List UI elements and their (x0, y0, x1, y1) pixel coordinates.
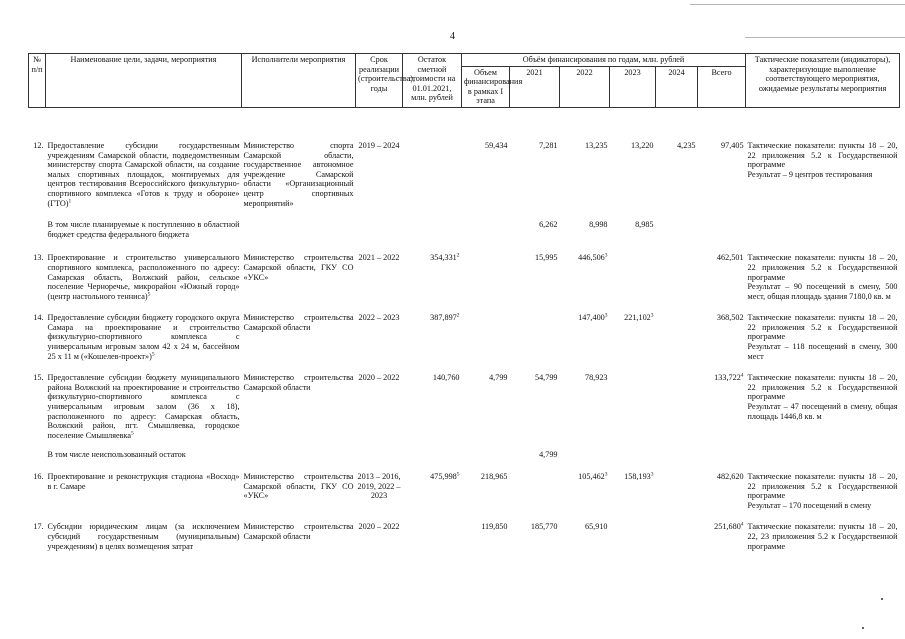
row-total-footnote: 4 (740, 372, 744, 379)
page-number: 4 (450, 31, 455, 42)
row-total (698, 219, 746, 240)
row-stage1-text: 119,850 (481, 522, 508, 532)
table-row (29, 219, 900, 240)
row-indicators (746, 372, 900, 441)
row-2023-text: 221,102 (624, 313, 651, 323)
row-stage1-text: 59,434 (484, 140, 508, 150)
row-term-text: 2020 – 2022 (358, 522, 400, 532)
row-name-footnote: 5 (151, 350, 155, 357)
header-stage1: Объем финансирования в рамках I этапа (462, 66, 510, 107)
row-2022-text: 446,506 (578, 253, 605, 263)
row-2022 (560, 140, 610, 209)
row-name (46, 140, 242, 209)
row-total (698, 372, 746, 441)
row-stage1 (462, 312, 510, 362)
row-name-text: Субсидии юридическим лицам (за исключением субсидий государственным (муниципальным) учреждениям) в целях возмещения затрат (47, 522, 240, 551)
table-row (29, 312, 900, 362)
top-rule (690, 4, 905, 5)
row-name (46, 252, 242, 302)
row-indicators (746, 521, 900, 552)
row-executors (242, 449, 356, 461)
row-2021-text: 185,770 (530, 522, 558, 532)
header-2024: 2024 (656, 66, 698, 107)
row-total-text: 251,680 (714, 522, 741, 532)
header-total: Всего (698, 66, 746, 107)
row-indicators (746, 219, 900, 240)
row-indicators (746, 449, 900, 461)
row-2022 (560, 449, 610, 461)
row-executors-text: Министерство строительства Самарской области (243, 313, 354, 332)
row-number (29, 312, 46, 362)
row-executors-text: Министерство строительства Самарской области (243, 522, 354, 541)
row-spacer (29, 441, 900, 449)
row-total-text: 133,722 (714, 373, 741, 383)
row-2024 (656, 252, 698, 302)
row-remainder-text: 387,897 (430, 313, 457, 323)
row-term (356, 312, 403, 362)
row-indicators-line: Результат – 90 посещений в смену, 500 мест, общая площадь здания 7180,0 кв. м (747, 282, 898, 301)
row-term (356, 219, 403, 240)
row-indicators (746, 252, 900, 302)
header-2021: 2021 (510, 66, 560, 107)
row-spacer (29, 461, 900, 471)
row-stage1 (462, 471, 510, 511)
row-stage1 (462, 449, 510, 461)
row-2022 (560, 372, 610, 441)
row-term-text: 2020 – 2022 (358, 373, 400, 383)
row-2022 (560, 521, 610, 552)
row-term (356, 372, 403, 441)
row-total-text: 97,405 (721, 140, 744, 150)
row-number-text: 12. (33, 140, 44, 150)
row-2021-text: 6,262 (539, 220, 558, 230)
row-remainder (403, 312, 462, 362)
table-row (29, 449, 900, 461)
row-2022-text: 78,923 (584, 373, 608, 383)
header-2023: 2023 (610, 66, 656, 107)
row-stage1 (462, 372, 510, 441)
row-name-text: В том числе неиспользованный остаток (47, 450, 186, 460)
row-indicators-line: Результат – 118 посещений в смену, 300 мест (747, 342, 898, 361)
row-2021 (510, 252, 560, 302)
row-number (29, 140, 46, 209)
row-2023-text: 8,985 (635, 220, 654, 230)
row-remainder-footnote: 5 (456, 471, 460, 478)
mark-dot (881, 598, 883, 600)
row-2022-text: 105,462 (578, 472, 605, 481)
table-row (29, 372, 900, 441)
row-2023-footnote: 3 (650, 312, 654, 319)
row-total-footnote: 4 (740, 521, 744, 528)
row-executors-text: Министерство строительства Самарской области, ГКУ СО «УКС» (243, 253, 354, 282)
row-indicators-line: Тактические показатели: пункты 18 – 20, 22 приложения 5.2 к Государственной программе (747, 253, 898, 282)
row-2023 (610, 449, 656, 461)
row-number-text: 14. (33, 313, 44, 323)
row-spacer (29, 240, 900, 252)
row-2021-text: 7,281 (539, 140, 558, 150)
row-name-footnote: 5 (131, 430, 134, 437)
row-2022 (560, 252, 610, 302)
row-2021 (510, 312, 560, 362)
row-term (356, 252, 403, 302)
table-body (29, 107, 900, 552)
row-executors (242, 521, 356, 552)
row-2021 (510, 471, 560, 511)
row-total (698, 252, 746, 302)
row-2021 (510, 372, 560, 441)
row-number (29, 521, 46, 552)
row-remainder (403, 521, 462, 552)
row-spacer (29, 511, 900, 521)
row-stage1 (462, 521, 510, 552)
row-remainder (403, 219, 462, 240)
row-remainder (403, 449, 462, 461)
row-indicators-line: Тактические показатели: пункты 18 – 20, 22 приложения 5.2 к Государственной программе (747, 313, 898, 342)
row-number-text: 13. (33, 253, 44, 263)
table-row (29, 140, 900, 209)
row-total (698, 521, 746, 552)
row-total (698, 449, 746, 461)
row-stage1-text: 218,965 (480, 472, 508, 481)
row-executors-text: Министерство строительства Самарской области (243, 373, 354, 392)
row-2023 (610, 312, 656, 362)
row-indicators (746, 140, 900, 209)
row-remainder (403, 471, 462, 511)
row-spacer (29, 362, 900, 372)
row-remainder (403, 252, 462, 302)
row-executors-text: Министерство спорта Самарской области, государственное автономное учреждение Самарской области «Организационный центр спортивных мероприятий» (243, 140, 354, 208)
row-name-text: Предоставление субсидии бюджету городского округа Самара на проектирование и строительство физкультурно-спортивного комплекса с универсальным игровым залом 42 х 24 м, бассейном 25 х 11 м («Кошелев-проект») (47, 313, 240, 361)
row-2024 (656, 471, 698, 511)
row-term-text: 2019 – 2024 (358, 140, 400, 150)
row-number (29, 219, 46, 240)
row-2024 (656, 449, 698, 461)
row-executors (242, 219, 356, 240)
row-2022-text: 147,400 (578, 313, 605, 323)
row-2023 (610, 140, 656, 209)
row-name (46, 372, 242, 441)
row-name (46, 521, 242, 552)
row-spacer (29, 107, 900, 140)
header-name: Наименование цели, задачи, мероприятия (46, 54, 242, 108)
row-term (356, 471, 403, 511)
row-2022-footnote: 3 (604, 252, 608, 259)
row-2022 (560, 471, 610, 511)
row-2023 (610, 219, 656, 240)
row-term (356, 521, 403, 552)
row-indicators-line: Тактические показатели: пункты 18 – 20, 22 приложения 5.2 к Государственной программе (747, 140, 898, 170)
row-2023-text: 13,220 (630, 140, 654, 150)
row-name (46, 312, 242, 362)
row-executors-text: Министерство строительства Самарской области, ГКУ СО «УКС» (243, 472, 354, 501)
row-stage1 (462, 140, 510, 209)
row-remainder-text: 475,998 (430, 472, 457, 481)
row-2024 (656, 312, 698, 362)
row-number (29, 252, 46, 302)
row-2021-text: 4,799 (539, 450, 558, 460)
row-2022 (560, 219, 610, 240)
row-2021-text: 15,995 (534, 253, 558, 263)
row-2021 (510, 449, 560, 461)
row-2022-text: 8,998 (589, 220, 608, 230)
row-2024-text: 4,235 (677, 140, 696, 150)
row-executors (242, 140, 356, 209)
row-2023 (610, 372, 656, 441)
row-2024 (656, 521, 698, 552)
header-2022: 2022 (560, 66, 610, 107)
row-2022-text: 13,235 (584, 140, 608, 150)
row-2021 (510, 219, 560, 240)
row-indicators-line: Результат – 9 центров тестирования (747, 169, 873, 179)
row-total-text: 482,620 (716, 472, 744, 481)
row-remainder-footnote: 2 (456, 252, 460, 259)
row-spacer (29, 302, 900, 312)
row-remainder (403, 372, 462, 441)
row-remainder (403, 140, 462, 209)
header-num: № п/п (29, 54, 46, 108)
row-name (46, 219, 242, 240)
row-name-text: Предоставление субсидии государственным учреждениям Самарской области, подведомственным министерству спорта Самарской области, на создание малых спортивных площадок, монтируемых для центров тестирования Всероссийского физкультурно-спортивного комплекса «Готов к труду и обороне» (ГТО) (47, 140, 240, 208)
row-2021 (510, 521, 560, 552)
header-indicators: Тактические показатели (индикаторы), характеризующие выполнение соответствующего мероприятия, ожидаемые результаты мероприятия (746, 54, 900, 108)
row-2022-footnote: 3 (604, 312, 608, 319)
row-number (29, 449, 46, 461)
row-total (698, 140, 746, 209)
row-number-text: 17. (33, 522, 44, 532)
row-name (46, 449, 242, 461)
row-2022-footnote: 3 (604, 471, 608, 478)
row-number (29, 471, 46, 511)
row-2021 (510, 140, 560, 209)
row-name-text: Проектирование и строительство универсального спортивного комплекса, расположенного по адресу: Самарская область, Волжский район, сельское поселение Черноречье, микрорайон «Южный город» (центр настольного тенниса) (47, 253, 240, 301)
row-total-text: 368,502 (716, 313, 744, 323)
header-remainder: Остаток сметной стоимости на 01.01.2021, млн. рублей (403, 54, 462, 108)
row-total-text: 462,501 (716, 253, 744, 263)
row-2023 (610, 521, 656, 552)
mark-dot (862, 627, 864, 629)
row-name-footnote: 5 (147, 290, 151, 297)
row-executors (242, 372, 356, 441)
header-executors: Исполнители мероприятия (242, 54, 356, 108)
row-2024 (656, 219, 698, 240)
row-term (356, 140, 403, 209)
row-executors (242, 252, 356, 302)
row-indicators (746, 471, 900, 511)
row-2022-text: 65,910 (584, 522, 608, 532)
row-term-text: 2021 – 2022 (358, 253, 400, 263)
row-term (356, 449, 403, 461)
row-indicators-line: Тактические показатели: пункты 18 – 20, 22 приложения 5.2 к Государственной программе (747, 472, 898, 501)
row-number-text: 16. (33, 472, 44, 481)
row-stage1 (462, 219, 510, 240)
table-row (29, 521, 900, 552)
row-indicators-line: Результат – 170 посещений в смену (747, 500, 872, 510)
row-indicators-line: Тактические показатели: пункты 18 – 20, 22, 23 приложения 5.2 к Государственной программе (747, 522, 898, 551)
row-indicators-line: Результат – 47 посещений в смену, общая площадь 1446,8 кв. м (747, 402, 898, 421)
row-name-footnote: 1 (68, 197, 72, 204)
row-spacer (29, 209, 900, 219)
row-indicators-line: Тактические показатели: пункты 18 – 20, 22 приложения 5.2 к Государственной программе (747, 373, 898, 402)
row-term-text: 2013 – 2016, 2019, 2022 – 2023 (357, 472, 401, 501)
header-finance-group: Объём финансирования по годам, млн. рублей (462, 54, 746, 67)
row-executors (242, 312, 356, 362)
row-remainder-footnote: 2 (456, 312, 460, 319)
row-executors (242, 471, 356, 511)
row-name (46, 471, 242, 511)
row-name-text: В том числе планируемые к поступлению в областной бюджет средства федерального бюджета (47, 220, 240, 239)
table-row (29, 471, 900, 511)
row-2021-text: 54,799 (534, 373, 558, 383)
row-2023-footnote: 3 (650, 471, 654, 478)
row-2024 (656, 140, 698, 209)
row-2023 (610, 471, 656, 511)
row-name-text: Проектирование и реконструкция стадиона «Восход» в г. Самаре (47, 472, 240, 491)
row-indicators (746, 312, 900, 362)
row-2023-text: 158,193 (624, 472, 651, 481)
row-total (698, 471, 746, 511)
row-stage1-text: 4,799 (489, 373, 508, 383)
table-row (29, 252, 900, 302)
row-2022 (560, 312, 610, 362)
row-name-text: Предоставление субсидии бюджету муниципального района Волжский на проектирование и строительство физкультурно-спортивного комплекса с универсальным игровым залом (36 х 18), расположенного по адресу: Самарская область, Волжский район, пгт. Смышляевка, городское поселение Смышляевка (47, 373, 240, 440)
header-term: Срок реализации (строительства), годы (356, 54, 403, 108)
financing-table (28, 53, 900, 552)
row-2024 (656, 372, 698, 441)
row-total (698, 312, 746, 362)
row-number-text: 15. (33, 373, 44, 383)
row-term-text: 2022 – 2023 (358, 313, 400, 323)
row-2023 (610, 252, 656, 302)
row-remainder-text: 354,331 (430, 253, 457, 263)
row-number (29, 372, 46, 441)
row-stage1 (462, 252, 510, 302)
row-remainder-text: 140,760 (432, 373, 460, 383)
